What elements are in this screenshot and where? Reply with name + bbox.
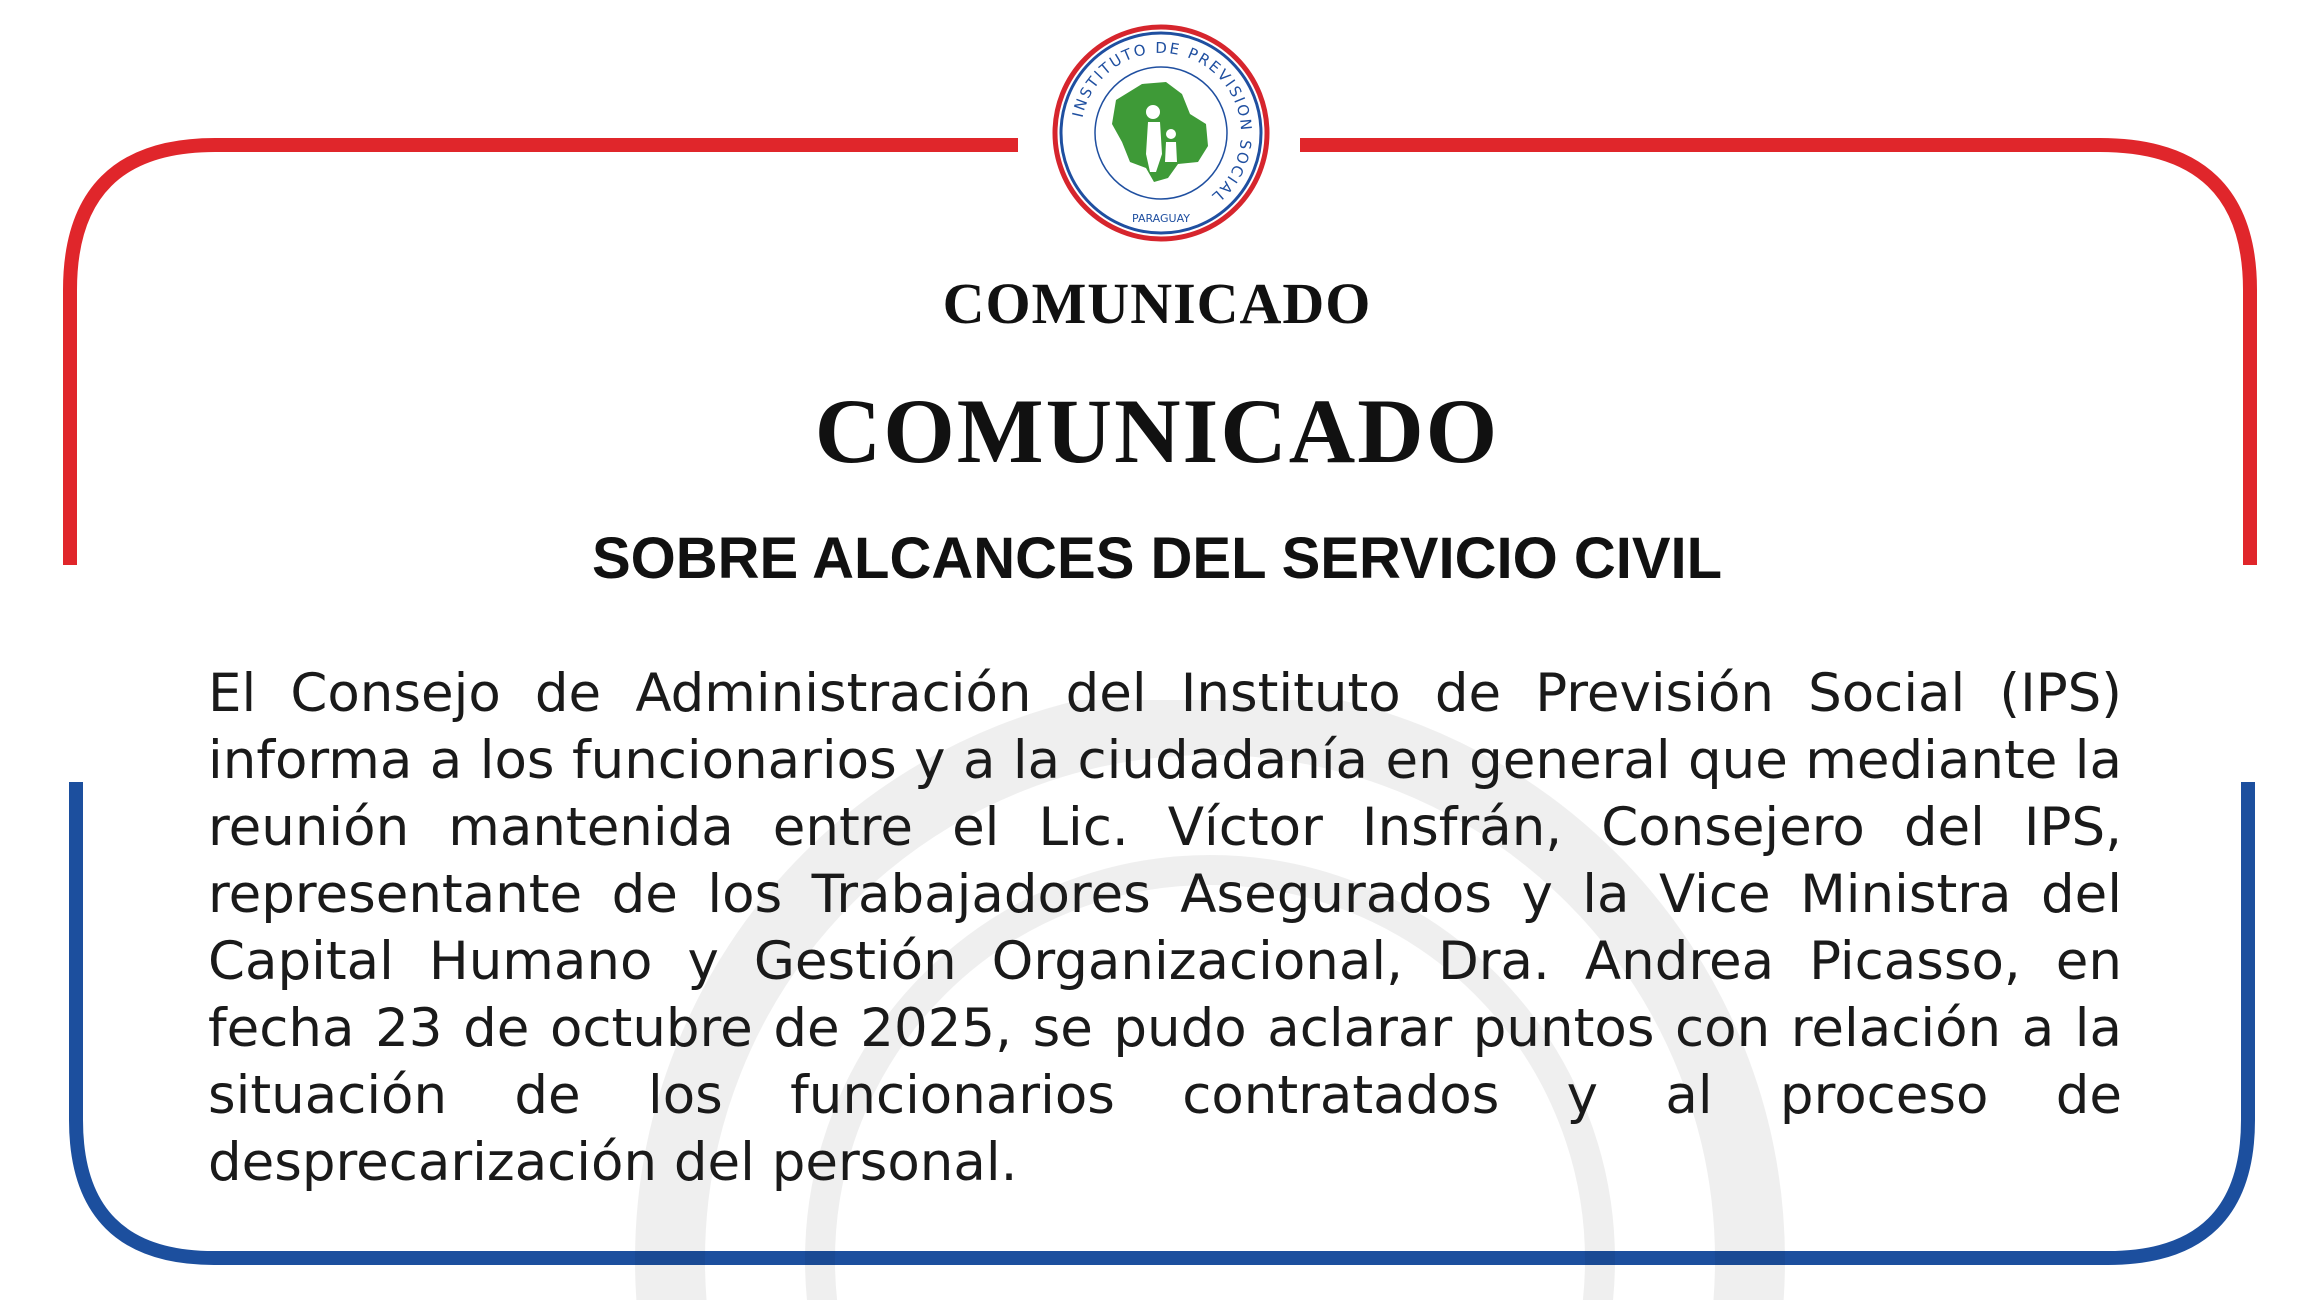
header-subtitle: SOBRE ALCANCES DEL SERVICIO CIVIL — [591, 526, 1723, 591]
svg-text:INSTITUTO DE PREVISION SOCIAL: INSTITUTO DE PREVISION SOCIAL — [1068, 38, 1256, 208]
logo-bottom-text: PARAGUAY — [1132, 212, 1190, 225]
header-title-main: COMUNICADO — [814, 380, 1500, 482]
header-title-small: COMUNICADO — [942, 271, 1372, 336]
announcement-paragraph: El Consejo de Administración del Instituto de Previsión Social (IPS) informa a los funcionarios y a la ciudadanía en general que mediante la reunión mantenida entre el Lic. Víctor Insfrán, Consejero del IPS, representante de los Trabajadores Asegurados y la Vice Ministra del Capital Humano y Gestión Organizacional, Dra. Andrea Picasso, en fecha 23 de octubre de 2025, se pudo aclarar puntos con relación a la situación de los funcionarios contratados y al proceso de desprecarización del personal. — [208, 663, 2122, 1193]
ips-logo — [1050, 22, 1272, 244]
